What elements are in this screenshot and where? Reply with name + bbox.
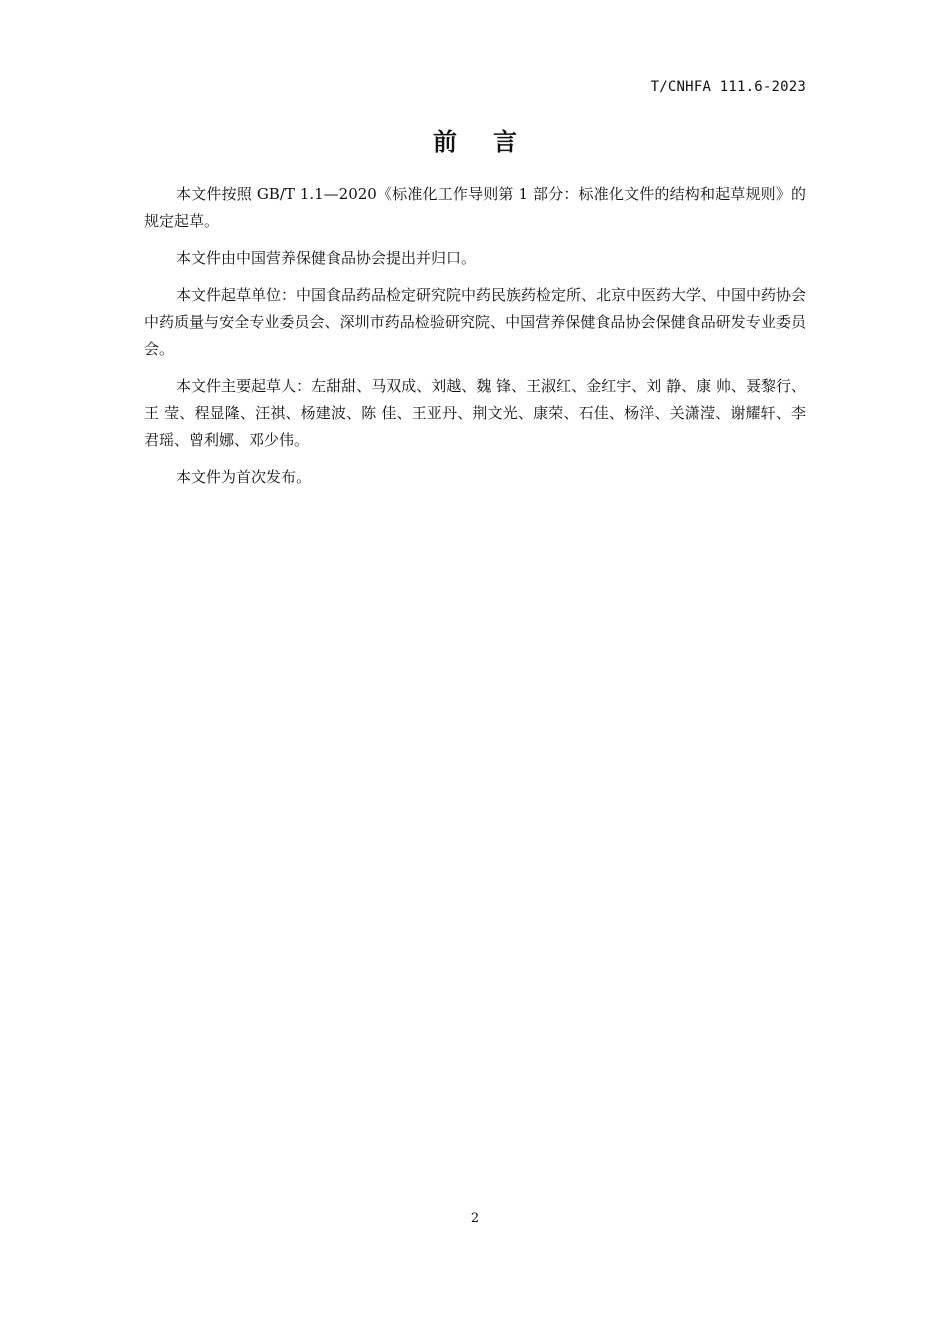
page-title: 前言 <box>433 128 553 156</box>
paragraph-proposer: 本文件由中国营养保健食品协会提出并归口。 <box>176 249 477 267</box>
paragraph-drafting-standard: 本文件按照 GB/T 1.1—2020《标准化工作导则第 1 部分：标准化文件的结构和起草规则》的规定起草。 <box>144 185 806 230</box>
paragraph-drafters: 本文件主要起草人：左甜甜、马双成、刘越、魏 锋、王淑红、金红宇、刘 静、康 帅、聂黎行、王 莹、程显隆、汪祺、杨建波、陈 佳、王亚丹、荆文光、康荣、石佳、杨洋、关潇滢、谢耀轩、李君瑶、曾利娜、邓少伟。 <box>144 377 806 449</box>
document-code: T/CNHFA 111.6-2023 <box>650 79 806 95</box>
paragraph-drafting-units: 本文件起草单位：中国食品药品检定研究院中药民族药检定所、北京中医药大学、中国中药协会中药质量与安全专业委员会、深圳市药品检验研究院、中国营养保健食品协会保健食品研发专业委员会。 <box>144 286 807 358</box>
page-number: 2 <box>470 1211 480 1226</box>
paragraph-first-release: 本文件为首次发布。 <box>176 468 312 486</box>
foreword-body <box>144 181 806 501</box>
